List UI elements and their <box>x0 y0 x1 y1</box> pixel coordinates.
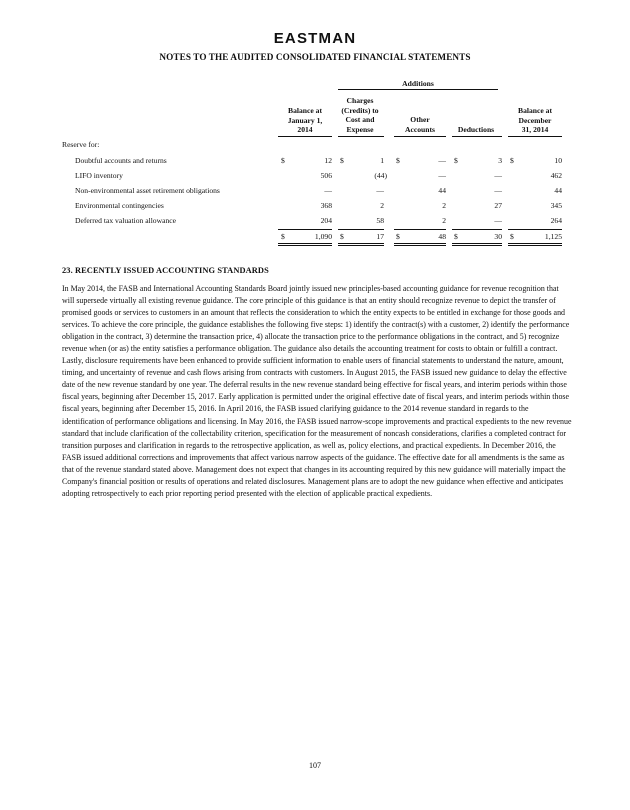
total-rule <box>338 229 384 230</box>
header-rule <box>394 136 446 137</box>
cell-value: (44) <box>374 171 387 180</box>
currency-symbol: $ <box>510 232 514 241</box>
header-rule <box>338 136 384 137</box>
company-logo: EASTMAN <box>273 30 357 47</box>
cell-value: 58 <box>376 216 384 225</box>
header-rule <box>278 136 332 137</box>
cell-value: 10 <box>554 156 562 165</box>
cell-value: 1 <box>380 156 384 165</box>
cell-value: 27 <box>494 201 502 210</box>
col-header-balance-end: Balance at December 31, 2014 <box>518 106 552 135</box>
currency-symbol: $ <box>454 232 458 241</box>
currency-symbol: $ <box>340 156 344 165</box>
total-value: 1,125 <box>544 232 562 241</box>
cell-value: 462 <box>550 171 562 180</box>
cell-value: 12 <box>324 156 332 165</box>
additions-header: Additions <box>402 79 434 88</box>
cell-value: — <box>438 156 446 165</box>
cell-value: 44 <box>438 186 446 195</box>
double-rule <box>338 243 384 246</box>
cell-value: — <box>494 216 502 225</box>
cell-value: — <box>376 186 384 195</box>
cell-value: 368 <box>320 201 332 210</box>
total-value: 1,090 <box>314 232 332 241</box>
col-header-charges: Charges (Credits) to Cost and Expense <box>341 96 379 134</box>
header-rule <box>452 136 502 137</box>
total-rule <box>394 229 446 230</box>
col-header-balance-begin: Balance at January 1, 2014 <box>287 106 323 135</box>
total-value: 17 <box>376 232 384 241</box>
cell-value: 204 <box>320 216 332 225</box>
double-rule <box>394 243 446 246</box>
currency-symbol: $ <box>396 232 400 241</box>
double-rule <box>278 243 332 246</box>
page-subtitle: NOTES TO THE AUDITED CONSOLIDATED FINANCIAL STATEMENTS <box>159 52 471 62</box>
cell-value: 3 <box>498 156 502 165</box>
page-number: 107 <box>309 761 321 770</box>
row-label: Deferred tax valuation allowance <box>75 216 176 225</box>
col-header-deductions: Deductions <box>457 125 495 134</box>
section-body: In May 2014, the FASB and International Accounting Standards Board jointly issued new principles-based accounting guidance for revenue recognition that will supersede virtually all existing revenue guidance. The core principle of this guidance is that an entity should recognize revenue to depict the transfer of promised goods or services to customers in an amount that reflects the consideration to which the entity expects to be entitled in exchange for those goods and services. To achieve the core principle, the guidance establishes the following five steps: 1) identify the contract(s) with a customer, 2) identify the performance obligation in the contract, 3) determine the transaction price, 4) allocate the transaction price to the performance obligations in the contract, and 5) recognize revenue when (or as) the entity satisfies a performance obligation. The guidance also details the accounting treatment for costs to obtain or fulfill a contract. Lastly, disclosure requirements have been enhanced to provide sufficient information to enable users of financial statements to understand the nature, amount, timing, and uncertainty of revenue and cash flows arising from contracts with customers. In August 2015, the FASB issued new guidance to delay the effective date of the new revenue standard by one year. The deferral results in the new revenue standard being effective for fiscal years, and interim periods within those fiscal years, beginning after December 15, 2017. Early application is permitted under the original effective date of fiscal years, and interim periods within those fiscal years, beginning after December 15, 2016. In April 2016, the FASB issued clarifying guidance to the 2014 revenue standard in regards to the identification of performance obligations and licensing. In May 2016, the FASB issued narrow-scope improvements and practical expedients to the new revenue standard that include clarification of the collectability criterion, specification for the measurement of noncash considerations, clarifies a completed contract for transition purposes and clarification in regards to the retrospective application, as well as, policy elections, and practical expedients. In December 2016, the FASB issued additional corrections and improvements that affect various narrow aspects of the guidance. The effective date for all amendments is the same as that of the revenue standard stated above. Management does not expect that changes in its accounting required by this new guidance will materially impact the Company's financial position or results of operations and related disclosures. Management plans are to adopt the new guidance when effective and anticipates adopting retrospectively to each prior reporting period presented with the election of applicable practical expedients. <box>62 284 572 498</box>
total-value: 30 <box>494 232 502 241</box>
cell-value: — <box>324 186 332 195</box>
header-rule <box>508 136 562 137</box>
additions-underline <box>338 89 498 90</box>
cell-value: 506 <box>320 171 332 180</box>
cell-value: 264 <box>550 216 562 225</box>
row-label: Environmental contingencies <box>75 201 164 210</box>
currency-symbol: $ <box>454 156 458 165</box>
cell-value: 2 <box>442 201 446 210</box>
currency-symbol: $ <box>510 156 514 165</box>
cell-value: 44 <box>554 186 562 195</box>
cell-value: — <box>438 171 446 180</box>
currency-symbol: $ <box>281 232 285 241</box>
double-rule <box>508 243 562 246</box>
cell-value: — <box>494 171 502 180</box>
currency-symbol: $ <box>340 232 344 241</box>
double-rule <box>452 243 502 246</box>
cell-value: 2 <box>442 216 446 225</box>
total-rule <box>278 229 332 230</box>
cell-value: — <box>494 186 502 195</box>
cell-value: 2 <box>380 201 384 210</box>
currency-symbol: $ <box>396 156 400 165</box>
section-title: 23. RECENTLY ISSUED ACCOUNTING STANDARDS <box>62 266 269 275</box>
row-label: Non-environmental asset retirement obligations <box>75 186 220 195</box>
currency-symbol: $ <box>281 156 285 165</box>
total-rule <box>508 229 562 230</box>
cell-value: 345 <box>550 201 562 210</box>
row-label: LIFO inventory <box>75 171 123 180</box>
section-label: Reserve for: <box>62 140 100 149</box>
col-header-other-accounts: Other Accounts <box>405 115 435 134</box>
total-value: 48 <box>438 232 446 241</box>
row-label: Doubtful accounts and returns <box>75 156 167 165</box>
total-rule <box>452 229 502 230</box>
